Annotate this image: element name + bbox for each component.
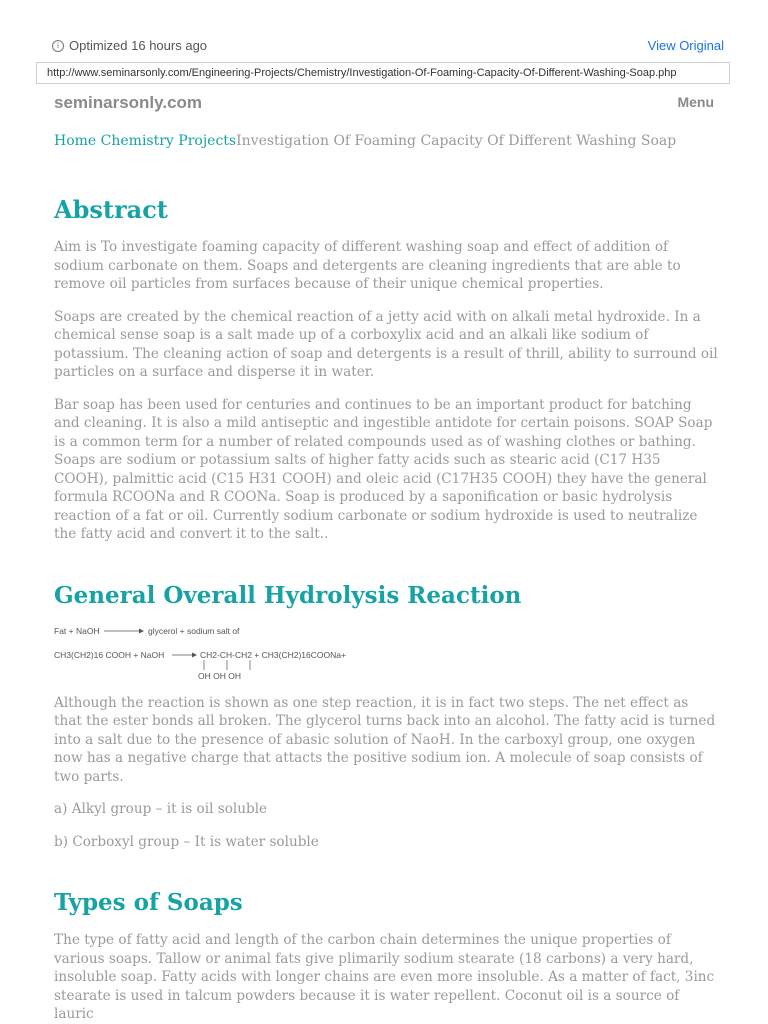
types-paragraph-1: The type of fatty acid and length of the carbon chain determines the unique properties of various soaps. Tallow or animal fats give plimarily sodium stearate (18 carbons) a very hard, insoluble soap. Fatty acids with longer chains are even more insoluble. As a matter of fact, 3inc stearate is used in talcum powders because it is water repellent. Coconut oil is a source of lauric (54, 932, 715, 1022)
hydrolysis-paragraph-3: b) Corboxyl group – It is water soluble (54, 833, 319, 850)
abstract-paragraph-1: Aim is To investigate foaming capacity of different washing soap and effect of addition of sodium carbonate on them. Soaps and detergents are cleaning ingredients that are able to remove oil particles from surfaces because of their unique chemical properties. (54, 239, 681, 292)
reaction-line2-left: CH3(CH2)16 COOH + NaOH (54, 649, 165, 660)
abstract-heading: Abstract (54, 195, 168, 224)
types-heading: Types of Soaps (54, 889, 243, 916)
reaction-line3: OH OH OH (198, 670, 241, 681)
reaction-diagram (54, 624, 354, 682)
breadcrumb-chemistry-link[interactable]: Chemistry Projects (100, 133, 237, 149)
hydrolysis-paragraph-2: a) Alkyl group – it is oil soluble (54, 801, 268, 817)
article-content (54, 190, 718, 1024)
reaction-line2-right: CH2-CH-CH2 + CH3(CH2)16COONa+ (200, 649, 346, 660)
optimized-notice (52, 38, 207, 53)
hydrolysis-paragraph-1: Although the reaction is shown as one step reaction, it is in fact two steps. The net effect as that the ester bonds all broken. The glycerol turns back into an alcohol. The fatty acid is turned into a salt due to the presence of abasic solution of NaoH. In the carboxyl group, one oxygen now has a negative charge that attacts the positive sodium ion. A molecule of soap consists of two parts. (54, 694, 716, 785)
site-header (0, 86, 768, 126)
breadcrumb-home-link[interactable]: Home (54, 133, 97, 149)
menu-button[interactable]: Menu (677, 94, 714, 110)
abstract-paragraph-2: Soaps are created by the chemical reaction of a jetty acid with on alkali metal hydroxide. In a chemical sense soap is a salt made up of a corboxylix acid and an alkali like sodium of potassium. The cleaning action of soap and detergents is a result of thrill, ability to surround oil particles on a surface and disperse it in water. (54, 308, 718, 380)
abstract-paragraph-3: Bar soap has been used for centuries and continues to be an important product for batching and cleaning. It is also a mild antiseptic and ingestible antidote for certain poisons. SOAP Soap is a common term for a number of related compounds used as of washing clothes or bathing. Soaps are sodium or potassium salts of higher fatty acids such as stearic acid (C17 H35 COOH), palmittic acid (C15 H31 COOH) and oleic acid (C17H35 COOH) they have the general formula RCOONa and R COONa. Soap is produced by a saponification or basic hydrolysis reaction of a fat or oil. Currently sodium carbonate or sodium hydroxide is used to neutralize the fatty acid and convert it to the salt.. (54, 396, 713, 542)
amp-top-bar (0, 0, 768, 62)
breadcrumb (54, 133, 734, 149)
reaction-line1-right: glycerol + sodium salt of (148, 625, 240, 636)
reaction-line1-left: Fat + NaOH (54, 625, 100, 636)
reaction-equation-image (54, 624, 354, 682)
reaction-arrow-2-head (192, 652, 197, 657)
breadcrumb-current: Investigation Of Foaming Capacity Of Different Washing Soap (236, 133, 677, 149)
url-bar[interactable]: http://www.seminarsonly.com/Engineering-Projects/Chemistry/Investigation-Of-Foaming-Capacity-Of-Different-Washing-Soap.php (36, 62, 730, 84)
hydrolysis-heading: General Overall Hydrolysis Reaction (54, 581, 522, 609)
reaction-arrow-1-head (139, 628, 144, 633)
view-original-link[interactable]: View Original (647, 38, 724, 53)
optimized-text: Optimized 16 hours ago (69, 38, 208, 53)
info-icon: i (52, 40, 64, 52)
site-logo[interactable]: seminarsonly.com (54, 93, 203, 112)
